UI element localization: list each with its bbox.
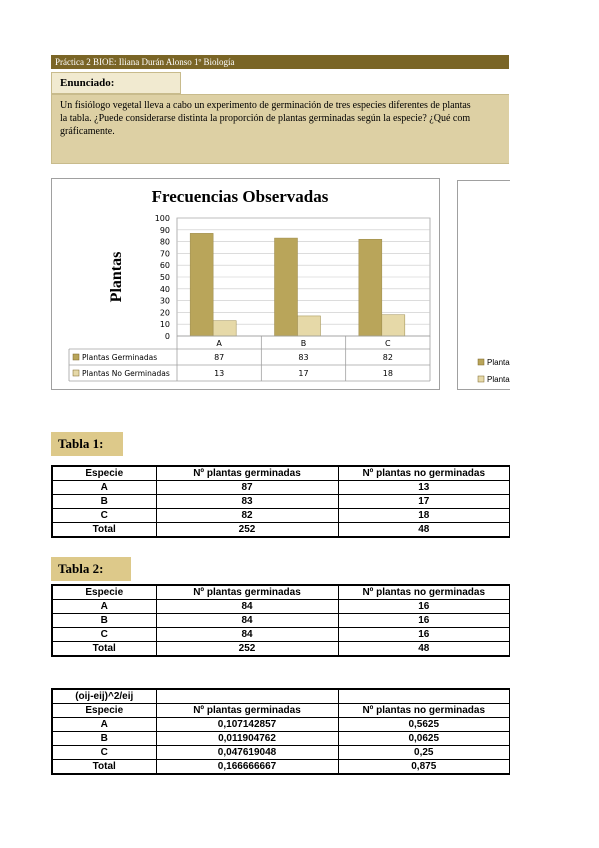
table-row (52, 481, 510, 495)
table-row (52, 509, 510, 523)
table-cell: 48 (338, 642, 510, 657)
y-axis-label: Plantas (108, 251, 125, 303)
y-tick-label: 50 (159, 273, 170, 282)
caption-cell: (oij-eij)^2/eij (52, 689, 156, 704)
table-cell: 0,047619048 (156, 746, 338, 760)
table-cell: A (52, 481, 156, 495)
chart-title: Frecuencias Observadas (151, 187, 329, 206)
table-cell: 84 (156, 614, 338, 628)
legend-label: Plantas Germinadas (82, 353, 158, 362)
y-tick-label: 60 (159, 261, 170, 271)
y-tick-label: 80 (159, 237, 170, 247)
bar-no-germinadas-C (382, 315, 405, 336)
document-header: Práctica 2 BIOE: Iliana Durán Alonso 1º Biología (51, 55, 509, 69)
header-cell: Nº plantas germinadas (156, 585, 338, 600)
table-cell: A (52, 718, 156, 732)
data-label: 82 (382, 353, 393, 362)
table-cell: 18 (338, 509, 510, 523)
enunciado-line-1: Un fisiólogo vegetal lleva a cabo un experimento de germinación de tres especies diferentes de plantas (60, 100, 471, 111)
legend-label: Plantas No Germinadas (82, 369, 170, 378)
legend-swatch (73, 370, 79, 376)
header-cell: Especie (52, 704, 156, 718)
bar-no-germinadas-B (298, 316, 321, 336)
header-cell: Nº plantas no germinadas (338, 585, 510, 600)
table-cell: 48 (338, 523, 510, 538)
data-label: 83 (298, 353, 309, 362)
table-cell: 0,25 (338, 746, 510, 760)
table-cell: 252 (156, 642, 338, 657)
enunciado-line-2: la tabla. ¿Puede considerarse distinta la proporción de plantas germinadas según la especie? ¿Qué com (60, 113, 471, 124)
table-cell: C (52, 628, 156, 642)
table-header-row (52, 466, 510, 481)
tabla2 (51, 584, 511, 657)
y-tick-label: 30 (159, 296, 170, 306)
y-tick-label: 0 (164, 332, 170, 341)
y-tick-label: 100 (154, 214, 170, 223)
x-tick-label: C (385, 339, 391, 348)
legend-swatch (73, 354, 79, 360)
bar-germinadas-A (190, 233, 213, 336)
table-header-row (52, 585, 510, 600)
table-cell: Total (52, 760, 156, 775)
observed-frequencies-chart (51, 178, 440, 390)
table-row (52, 614, 510, 628)
data-label: 87 (214, 353, 225, 362)
table-cell: 83 (156, 495, 338, 509)
table-total-row (52, 642, 510, 657)
table-cell: 16 (338, 614, 510, 628)
table-cell: 87 (156, 481, 338, 495)
second-chart-fragment (457, 180, 517, 390)
table-cell: 0,5625 (338, 718, 510, 732)
table-cell: B (52, 495, 156, 509)
y-tick-label: 90 (159, 225, 170, 235)
table-total-row (52, 760, 510, 775)
table-cell: 0,011904762 (156, 732, 338, 746)
table-row (52, 600, 510, 614)
table-cell: C (52, 746, 156, 760)
tabla3 (51, 688, 511, 775)
bar-germinadas-B (275, 238, 298, 336)
y-tick-label: 20 (159, 308, 170, 318)
data-label: 17 (298, 369, 309, 378)
table-row (52, 628, 510, 642)
tabla1-label: Tabla 1: (51, 432, 123, 456)
table-cell: 0,875 (338, 760, 510, 775)
enunciado-text (51, 94, 509, 164)
header-cell: Especie (52, 466, 156, 481)
table-row (52, 732, 510, 746)
page-margin (510, 0, 599, 848)
table-cell: 0,107142857 (156, 718, 338, 732)
table-cell: 84 (156, 628, 338, 642)
table-row (52, 718, 510, 732)
header-cell: Especie (52, 585, 156, 600)
data-label: 13 (214, 369, 225, 378)
table-cell: Total (52, 642, 156, 657)
y-tick-label: 70 (159, 249, 170, 259)
table-total-row (52, 523, 510, 538)
table-cell: 17 (338, 495, 510, 509)
header-cell: Nº plantas germinadas (156, 704, 338, 718)
data-label: 18 (382, 369, 393, 378)
table-cell: B (52, 614, 156, 628)
header-cell: Nº plantas no germinadas (338, 704, 510, 718)
y-tick-label: 10 (159, 320, 170, 330)
legend-text-2: Planta (487, 375, 510, 384)
table-cell: Total (52, 523, 156, 538)
table-cell: C (52, 509, 156, 523)
tabla1 (51, 465, 511, 538)
x-tick-label: A (216, 339, 222, 348)
table-cell: 84 (156, 600, 338, 614)
table-cell: 82 (156, 509, 338, 523)
legend-swatch-no-germinadas (478, 376, 484, 382)
table-cell: 16 (338, 600, 510, 614)
bar-no-germinadas-A (213, 321, 236, 336)
y-tick-label: 40 (159, 284, 170, 294)
empty-cell (338, 689, 510, 704)
tabla2-label: Tabla 2: (51, 557, 131, 581)
table-cell: 13 (338, 481, 510, 495)
header-cell: Nº plantas no germinadas (338, 466, 510, 481)
enunciado-label: Enunciado: (51, 72, 181, 94)
x-tick-label: B (300, 339, 307, 348)
second-chart-legend (458, 181, 518, 389)
table-cell: B (52, 732, 156, 746)
header-cell: Nº plantas germinadas (156, 466, 338, 481)
empty-cell (156, 689, 338, 704)
table-cell: 252 (156, 523, 338, 538)
bar-germinadas-C (359, 239, 382, 336)
table-cell: 0,166666667 (156, 760, 338, 775)
chart-svg (52, 179, 439, 389)
table-cell: A (52, 600, 156, 614)
enunciado-line-3: gráficamente. (60, 126, 115, 137)
table-row (52, 495, 510, 509)
table-cell: 16 (338, 628, 510, 642)
legend-swatch-germinadas (478, 359, 484, 365)
legend-text-1: Planta (487, 358, 510, 367)
table-caption-row (52, 689, 510, 704)
table-header-row (52, 704, 510, 718)
table-row (52, 746, 510, 760)
table-cell: 0,0625 (338, 732, 510, 746)
